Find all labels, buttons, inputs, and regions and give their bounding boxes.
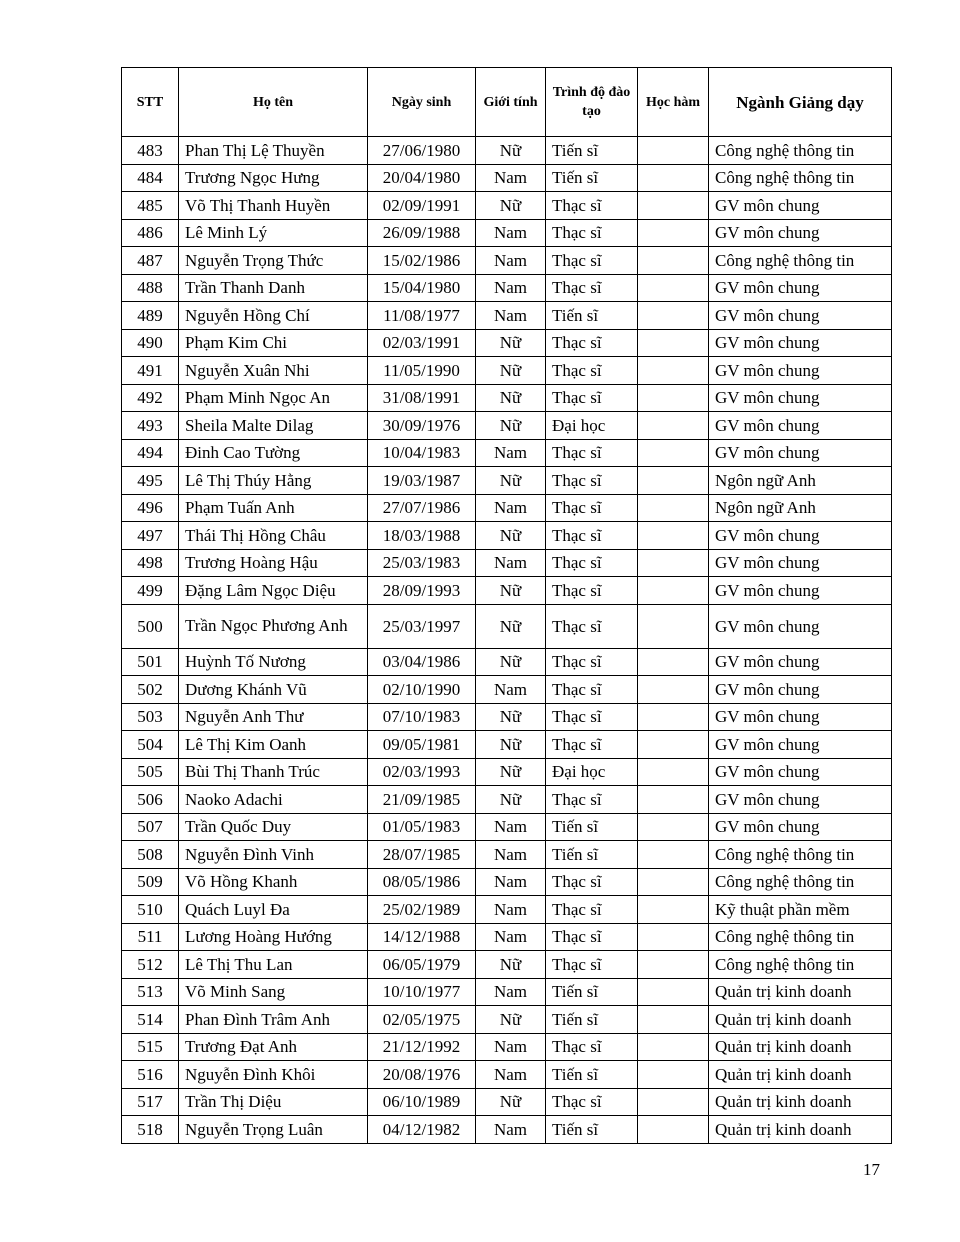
cell-stt: 512 xyxy=(122,951,179,979)
cell-dob: 04/12/1982 xyxy=(368,1116,476,1144)
table-row xyxy=(122,1088,892,1116)
cell-stt: 497 xyxy=(122,522,179,550)
cell-name: Lương Hoàng Hướng xyxy=(179,923,368,951)
table-row xyxy=(122,758,892,786)
cell-major: Công nghệ thông tin xyxy=(709,951,892,979)
cell-degree: Thạc sĩ xyxy=(546,868,638,896)
cell-degree: Tiến sĩ xyxy=(546,1061,638,1089)
header-stt: STT xyxy=(122,68,179,137)
cell-gender: Nam xyxy=(476,868,546,896)
cell-dob: 15/02/1986 xyxy=(368,247,476,275)
cell-name: Võ Thị Thanh Huyền xyxy=(179,192,368,220)
cell-major: Quản trị kinh doanh xyxy=(709,1088,892,1116)
cell-stt: 483 xyxy=(122,137,179,165)
table-row xyxy=(122,247,892,275)
cell-gender: Nữ xyxy=(476,522,546,550)
cell-degree: Thạc sĩ xyxy=(546,786,638,814)
table-row xyxy=(122,439,892,467)
cell-title xyxy=(638,467,709,495)
cell-stt: 502 xyxy=(122,676,179,704)
cell-degree: Tiến sĩ xyxy=(546,302,638,330)
table-row xyxy=(122,1033,892,1061)
cell-dob: 14/12/1988 xyxy=(368,923,476,951)
cell-dob: 02/10/1990 xyxy=(368,676,476,704)
cell-gender: Nam xyxy=(476,164,546,192)
cell-dob: 06/10/1989 xyxy=(368,1088,476,1116)
cell-stt: 509 xyxy=(122,868,179,896)
cell-major: GV môn chung xyxy=(709,731,892,759)
cell-title xyxy=(638,1006,709,1034)
table-row xyxy=(122,192,892,220)
cell-dob: 11/05/1990 xyxy=(368,357,476,385)
cell-title xyxy=(638,731,709,759)
cell-major: GV môn chung xyxy=(709,357,892,385)
cell-title xyxy=(638,164,709,192)
cell-gender: Nam xyxy=(476,494,546,522)
cell-stt: 498 xyxy=(122,549,179,577)
table-row xyxy=(122,978,892,1006)
cell-stt: 490 xyxy=(122,329,179,357)
cell-title xyxy=(638,703,709,731)
cell-major: GV môn chung xyxy=(709,302,892,330)
cell-title xyxy=(638,137,709,165)
cell-title xyxy=(638,604,709,648)
cell-gender: Nam xyxy=(476,219,546,247)
cell-gender: Nữ xyxy=(476,604,546,648)
table-header-row xyxy=(122,68,892,137)
cell-title xyxy=(638,1088,709,1116)
cell-title xyxy=(638,577,709,605)
cell-gender: Nữ xyxy=(476,192,546,220)
cell-stt: 508 xyxy=(122,841,179,869)
header-major: Ngành Giảng dạy xyxy=(709,68,892,137)
cell-degree: Tiến sĩ xyxy=(546,164,638,192)
cell-name: Lê Minh Lý xyxy=(179,219,368,247)
cell-stt: 500 xyxy=(122,604,179,648)
cell-degree: Thạc sĩ xyxy=(546,329,638,357)
cell-title xyxy=(638,648,709,676)
cell-major: GV môn chung xyxy=(709,412,892,440)
cell-stt: 503 xyxy=(122,703,179,731)
cell-name: Nguyễn Anh Thư xyxy=(179,703,368,731)
cell-degree: Tiến sĩ xyxy=(546,813,638,841)
cell-gender: Nam xyxy=(476,439,546,467)
cell-name: Sheila Malte Dilag xyxy=(179,412,368,440)
cell-name: Lê Thị Kim Oanh xyxy=(179,731,368,759)
cell-title xyxy=(638,786,709,814)
cell-title xyxy=(638,302,709,330)
table-row xyxy=(122,549,892,577)
cell-gender: Nữ xyxy=(476,703,546,731)
cell-stt: 505 xyxy=(122,758,179,786)
cell-gender: Nữ xyxy=(476,467,546,495)
cell-name: Dương Khánh Vũ xyxy=(179,676,368,704)
cell-gender: Nữ xyxy=(476,1088,546,1116)
cell-stt: 501 xyxy=(122,648,179,676)
table-row xyxy=(122,604,892,648)
cell-degree: Thạc sĩ xyxy=(546,951,638,979)
cell-major: GV môn chung xyxy=(709,219,892,247)
cell-stt: 516 xyxy=(122,1061,179,1089)
cell-gender: Nữ xyxy=(476,758,546,786)
cell-major: Ngôn ngữ Anh xyxy=(709,494,892,522)
cell-dob: 10/10/1977 xyxy=(368,978,476,1006)
cell-gender: Nam xyxy=(476,549,546,577)
cell-dob: 06/05/1979 xyxy=(368,951,476,979)
cell-degree: Thạc sĩ xyxy=(546,192,638,220)
cell-name: Nguyễn Đình Khôi xyxy=(179,1061,368,1089)
table-row xyxy=(122,1006,892,1034)
cell-title xyxy=(638,951,709,979)
cell-name: Lê Thị Thu Lan xyxy=(179,951,368,979)
cell-stt: 485 xyxy=(122,192,179,220)
table-row xyxy=(122,1061,892,1089)
cell-major: GV môn chung xyxy=(709,577,892,605)
table-row xyxy=(122,494,892,522)
cell-name: Bùi Thị Thanh Trúc xyxy=(179,758,368,786)
cell-degree: Tiến sĩ xyxy=(546,137,638,165)
cell-title xyxy=(638,522,709,550)
table-row xyxy=(122,357,892,385)
cell-gender: Nữ xyxy=(476,329,546,357)
cell-major: GV môn chung xyxy=(709,439,892,467)
cell-dob: 30/09/1976 xyxy=(368,412,476,440)
cell-stt: 504 xyxy=(122,731,179,759)
cell-title xyxy=(638,549,709,577)
cell-gender: Nam xyxy=(476,978,546,1006)
table-row xyxy=(122,648,892,676)
cell-title xyxy=(638,219,709,247)
table-row xyxy=(122,951,892,979)
cell-gender: Nam xyxy=(476,813,546,841)
cell-degree: Tiến sĩ xyxy=(546,841,638,869)
table-row xyxy=(122,522,892,550)
cell-name: Phạm Tuấn Anh xyxy=(179,494,368,522)
cell-dob: 11/08/1977 xyxy=(368,302,476,330)
cell-major: Công nghệ thông tin xyxy=(709,868,892,896)
cell-name: Trương Đạt Anh xyxy=(179,1033,368,1061)
cell-gender: Nam xyxy=(476,302,546,330)
cell-name: Phạm Minh Ngọc An xyxy=(179,384,368,412)
cell-gender: Nữ xyxy=(476,412,546,440)
cell-name: Nguyễn Hồng Chí xyxy=(179,302,368,330)
table-row xyxy=(122,467,892,495)
cell-name: Trương Hoàng Hậu xyxy=(179,549,368,577)
cell-dob: 21/12/1992 xyxy=(368,1033,476,1061)
cell-degree: Tiến sĩ xyxy=(546,1116,638,1144)
cell-name: Đinh Cao Tường xyxy=(179,439,368,467)
cell-gender: Nữ xyxy=(476,786,546,814)
cell-dob: 20/04/1980 xyxy=(368,164,476,192)
cell-stt: 487 xyxy=(122,247,179,275)
cell-degree: Thạc sĩ xyxy=(546,577,638,605)
table-row xyxy=(122,384,892,412)
cell-degree: Thạc sĩ xyxy=(546,357,638,385)
cell-dob: 21/09/1985 xyxy=(368,786,476,814)
cell-title xyxy=(638,357,709,385)
cell-name: Nguyễn Xuân Nhi xyxy=(179,357,368,385)
cell-dob: 08/05/1986 xyxy=(368,868,476,896)
cell-stt: 495 xyxy=(122,467,179,495)
cell-degree: Thạc sĩ xyxy=(546,467,638,495)
cell-degree: Thạc sĩ xyxy=(546,439,638,467)
cell-major: Quản trị kinh doanh xyxy=(709,978,892,1006)
cell-name: Trần Ngọc Phương Anh xyxy=(179,604,368,648)
cell-major: Quản trị kinh doanh xyxy=(709,1116,892,1144)
cell-dob: 02/03/1993 xyxy=(368,758,476,786)
cell-major: GV môn chung xyxy=(709,274,892,302)
cell-name: Huỳnh Tố Nương xyxy=(179,648,368,676)
cell-stt: 511 xyxy=(122,923,179,951)
cell-title xyxy=(638,1116,709,1144)
cell-gender: Nữ xyxy=(476,357,546,385)
cell-major: GV môn chung xyxy=(709,703,892,731)
cell-name: Phạm Kim Chi xyxy=(179,329,368,357)
cell-degree: Thạc sĩ xyxy=(546,494,638,522)
cell-name: Võ Hồng Khanh xyxy=(179,868,368,896)
cell-gender: Nam xyxy=(476,1033,546,1061)
cell-name: Võ Minh Sang xyxy=(179,978,368,1006)
cell-title xyxy=(638,439,709,467)
table-row xyxy=(122,731,892,759)
cell-major: Quản trị kinh doanh xyxy=(709,1061,892,1089)
table-row xyxy=(122,164,892,192)
table-row xyxy=(122,703,892,731)
cell-stt: 510 xyxy=(122,896,179,924)
cell-gender: Nam xyxy=(476,923,546,951)
cell-stt: 496 xyxy=(122,494,179,522)
cell-major: Công nghệ thông tin xyxy=(709,247,892,275)
cell-gender: Nữ xyxy=(476,1006,546,1034)
cell-stt: 493 xyxy=(122,412,179,440)
cell-title xyxy=(638,978,709,1006)
cell-stt: 515 xyxy=(122,1033,179,1061)
cell-name: Phan Thị Lệ Thuyền xyxy=(179,137,368,165)
cell-title xyxy=(638,896,709,924)
cell-degree: Thạc sĩ xyxy=(546,648,638,676)
cell-title xyxy=(638,676,709,704)
cell-gender: Nam xyxy=(476,1061,546,1089)
cell-title xyxy=(638,384,709,412)
cell-major: Công nghệ thông tin xyxy=(709,841,892,869)
cell-title xyxy=(638,192,709,220)
cell-title xyxy=(638,868,709,896)
table-row xyxy=(122,786,892,814)
cell-stt: 494 xyxy=(122,439,179,467)
cell-gender: Nữ xyxy=(476,731,546,759)
cell-degree: Đại học xyxy=(546,412,638,440)
cell-title xyxy=(638,329,709,357)
cell-dob: 27/06/1980 xyxy=(368,137,476,165)
cell-major: Công nghệ thông tin xyxy=(709,137,892,165)
cell-degree: Thạc sĩ xyxy=(546,676,638,704)
cell-title xyxy=(638,1033,709,1061)
cell-title xyxy=(638,247,709,275)
table-row xyxy=(122,577,892,605)
cell-name: Trần Quốc Duy xyxy=(179,813,368,841)
cell-stt: 489 xyxy=(122,302,179,330)
cell-degree: Thạc sĩ xyxy=(546,1033,638,1061)
cell-dob: 01/05/1983 xyxy=(368,813,476,841)
cell-stt: 518 xyxy=(122,1116,179,1144)
cell-gender: Nữ xyxy=(476,577,546,605)
cell-stt: 486 xyxy=(122,219,179,247)
cell-title xyxy=(638,923,709,951)
cell-name: Quách Luyl Đa xyxy=(179,896,368,924)
staff-table xyxy=(121,67,892,1144)
table-row xyxy=(122,676,892,704)
cell-major: Ngôn ngữ Anh xyxy=(709,467,892,495)
cell-dob: 10/04/1983 xyxy=(368,439,476,467)
cell-dob: 03/04/1986 xyxy=(368,648,476,676)
cell-dob: 18/03/1988 xyxy=(368,522,476,550)
cell-dob: 07/10/1983 xyxy=(368,703,476,731)
cell-major: GV môn chung xyxy=(709,648,892,676)
cell-major: Quản trị kinh doanh xyxy=(709,1033,892,1061)
cell-name: Nguyễn Trọng Luân xyxy=(179,1116,368,1144)
cell-degree: Thạc sĩ xyxy=(546,247,638,275)
cell-major: GV môn chung xyxy=(709,329,892,357)
cell-stt: 507 xyxy=(122,813,179,841)
header-dob: Ngày sinh xyxy=(368,68,476,137)
cell-degree: Tiến sĩ xyxy=(546,978,638,1006)
header-title: Học hàm xyxy=(638,68,709,137)
cell-dob: 25/03/1997 xyxy=(368,604,476,648)
cell-gender: Nữ xyxy=(476,648,546,676)
cell-degree: Thạc sĩ xyxy=(546,1088,638,1116)
cell-degree: Thạc sĩ xyxy=(546,703,638,731)
cell-name: Trần Thanh Danh xyxy=(179,274,368,302)
cell-title xyxy=(638,412,709,440)
cell-title xyxy=(638,841,709,869)
cell-title xyxy=(638,758,709,786)
table-row xyxy=(122,813,892,841)
cell-gender: Nam xyxy=(476,274,546,302)
table-row xyxy=(122,137,892,165)
header-gender: Giới tính xyxy=(476,68,546,137)
cell-dob: 15/04/1980 xyxy=(368,274,476,302)
table-row xyxy=(122,896,892,924)
cell-major: Công nghệ thông tin xyxy=(709,923,892,951)
cell-name: Trương Ngọc Hưng xyxy=(179,164,368,192)
cell-degree: Thạc sĩ xyxy=(546,549,638,577)
cell-major: Công nghệ thông tin xyxy=(709,164,892,192)
cell-dob: 20/08/1976 xyxy=(368,1061,476,1089)
cell-major: GV môn chung xyxy=(709,384,892,412)
table-row xyxy=(122,329,892,357)
cell-name: Đặng Lâm Ngọc Diệu xyxy=(179,577,368,605)
cell-major: GV môn chung xyxy=(709,549,892,577)
table-row xyxy=(122,841,892,869)
table-row xyxy=(122,923,892,951)
cell-stt: 488 xyxy=(122,274,179,302)
cell-gender: Nữ xyxy=(476,137,546,165)
cell-gender: Nam xyxy=(476,1116,546,1144)
cell-gender: Nam xyxy=(476,896,546,924)
cell-stt: 492 xyxy=(122,384,179,412)
cell-dob: 09/05/1981 xyxy=(368,731,476,759)
cell-degree: Thạc sĩ xyxy=(546,604,638,648)
cell-dob: 19/03/1987 xyxy=(368,467,476,495)
cell-major: GV môn chung xyxy=(709,813,892,841)
cell-gender: Nam xyxy=(476,247,546,275)
cell-dob: 02/03/1991 xyxy=(368,329,476,357)
cell-major: GV môn chung xyxy=(709,676,892,704)
cell-name: Thái Thị Hồng Châu xyxy=(179,522,368,550)
cell-dob: 28/09/1993 xyxy=(368,577,476,605)
cell-stt: 517 xyxy=(122,1088,179,1116)
table-row xyxy=(122,219,892,247)
table-row xyxy=(122,1116,892,1144)
cell-dob: 25/03/1983 xyxy=(368,549,476,577)
cell-name: Nguyễn Trọng Thức xyxy=(179,247,368,275)
cell-major: GV môn chung xyxy=(709,522,892,550)
cell-title xyxy=(638,1061,709,1089)
table-row xyxy=(122,412,892,440)
table-row xyxy=(122,302,892,330)
cell-dob: 31/08/1991 xyxy=(368,384,476,412)
cell-stt: 484 xyxy=(122,164,179,192)
cell-title xyxy=(638,813,709,841)
cell-degree: Thạc sĩ xyxy=(546,384,638,412)
page-number: 17 xyxy=(863,1160,880,1179)
cell-gender: Nữ xyxy=(476,951,546,979)
table-row xyxy=(122,274,892,302)
cell-major: Kỹ thuật phần mềm xyxy=(709,896,892,924)
cell-name: Naoko Adachi xyxy=(179,786,368,814)
cell-degree: Thạc sĩ xyxy=(546,522,638,550)
cell-degree: Thạc sĩ xyxy=(546,923,638,951)
cell-degree: Thạc sĩ xyxy=(546,731,638,759)
cell-dob: 02/05/1975 xyxy=(368,1006,476,1034)
cell-stt: 506 xyxy=(122,786,179,814)
cell-stt: 491 xyxy=(122,357,179,385)
cell-dob: 25/02/1989 xyxy=(368,896,476,924)
table-row xyxy=(122,868,892,896)
cell-major: Quản trị kinh doanh xyxy=(709,1006,892,1034)
cell-dob: 28/07/1985 xyxy=(368,841,476,869)
cell-dob: 27/07/1986 xyxy=(368,494,476,522)
header-degree: Trình độ đào tạo xyxy=(546,68,638,137)
cell-stt: 513 xyxy=(122,978,179,1006)
cell-title xyxy=(638,494,709,522)
cell-stt: 499 xyxy=(122,577,179,605)
cell-degree: Thạc sĩ xyxy=(546,274,638,302)
table-body xyxy=(122,137,892,1144)
cell-degree: Tiến sĩ xyxy=(546,1006,638,1034)
cell-degree: Thạc sĩ xyxy=(546,219,638,247)
cell-name: Phan Đình Trâm Anh xyxy=(179,1006,368,1034)
cell-gender: Nam xyxy=(476,676,546,704)
cell-gender: Nữ xyxy=(476,384,546,412)
cell-title xyxy=(638,274,709,302)
cell-major: GV môn chung xyxy=(709,786,892,814)
cell-name: Nguyễn Đình Vinh xyxy=(179,841,368,869)
cell-dob: 02/09/1991 xyxy=(368,192,476,220)
cell-name: Lê Thị Thúy Hằng xyxy=(179,467,368,495)
cell-major: GV môn chung xyxy=(709,192,892,220)
cell-stt: 514 xyxy=(122,1006,179,1034)
cell-degree: Thạc sĩ xyxy=(546,896,638,924)
cell-major: GV môn chung xyxy=(709,758,892,786)
cell-degree: Đại học xyxy=(546,758,638,786)
cell-gender: Nam xyxy=(476,841,546,869)
header-name: Họ tên xyxy=(179,68,368,137)
cell-name: Trần Thị Diệu xyxy=(179,1088,368,1116)
cell-dob: 26/09/1988 xyxy=(368,219,476,247)
cell-major: GV môn chung xyxy=(709,604,892,648)
